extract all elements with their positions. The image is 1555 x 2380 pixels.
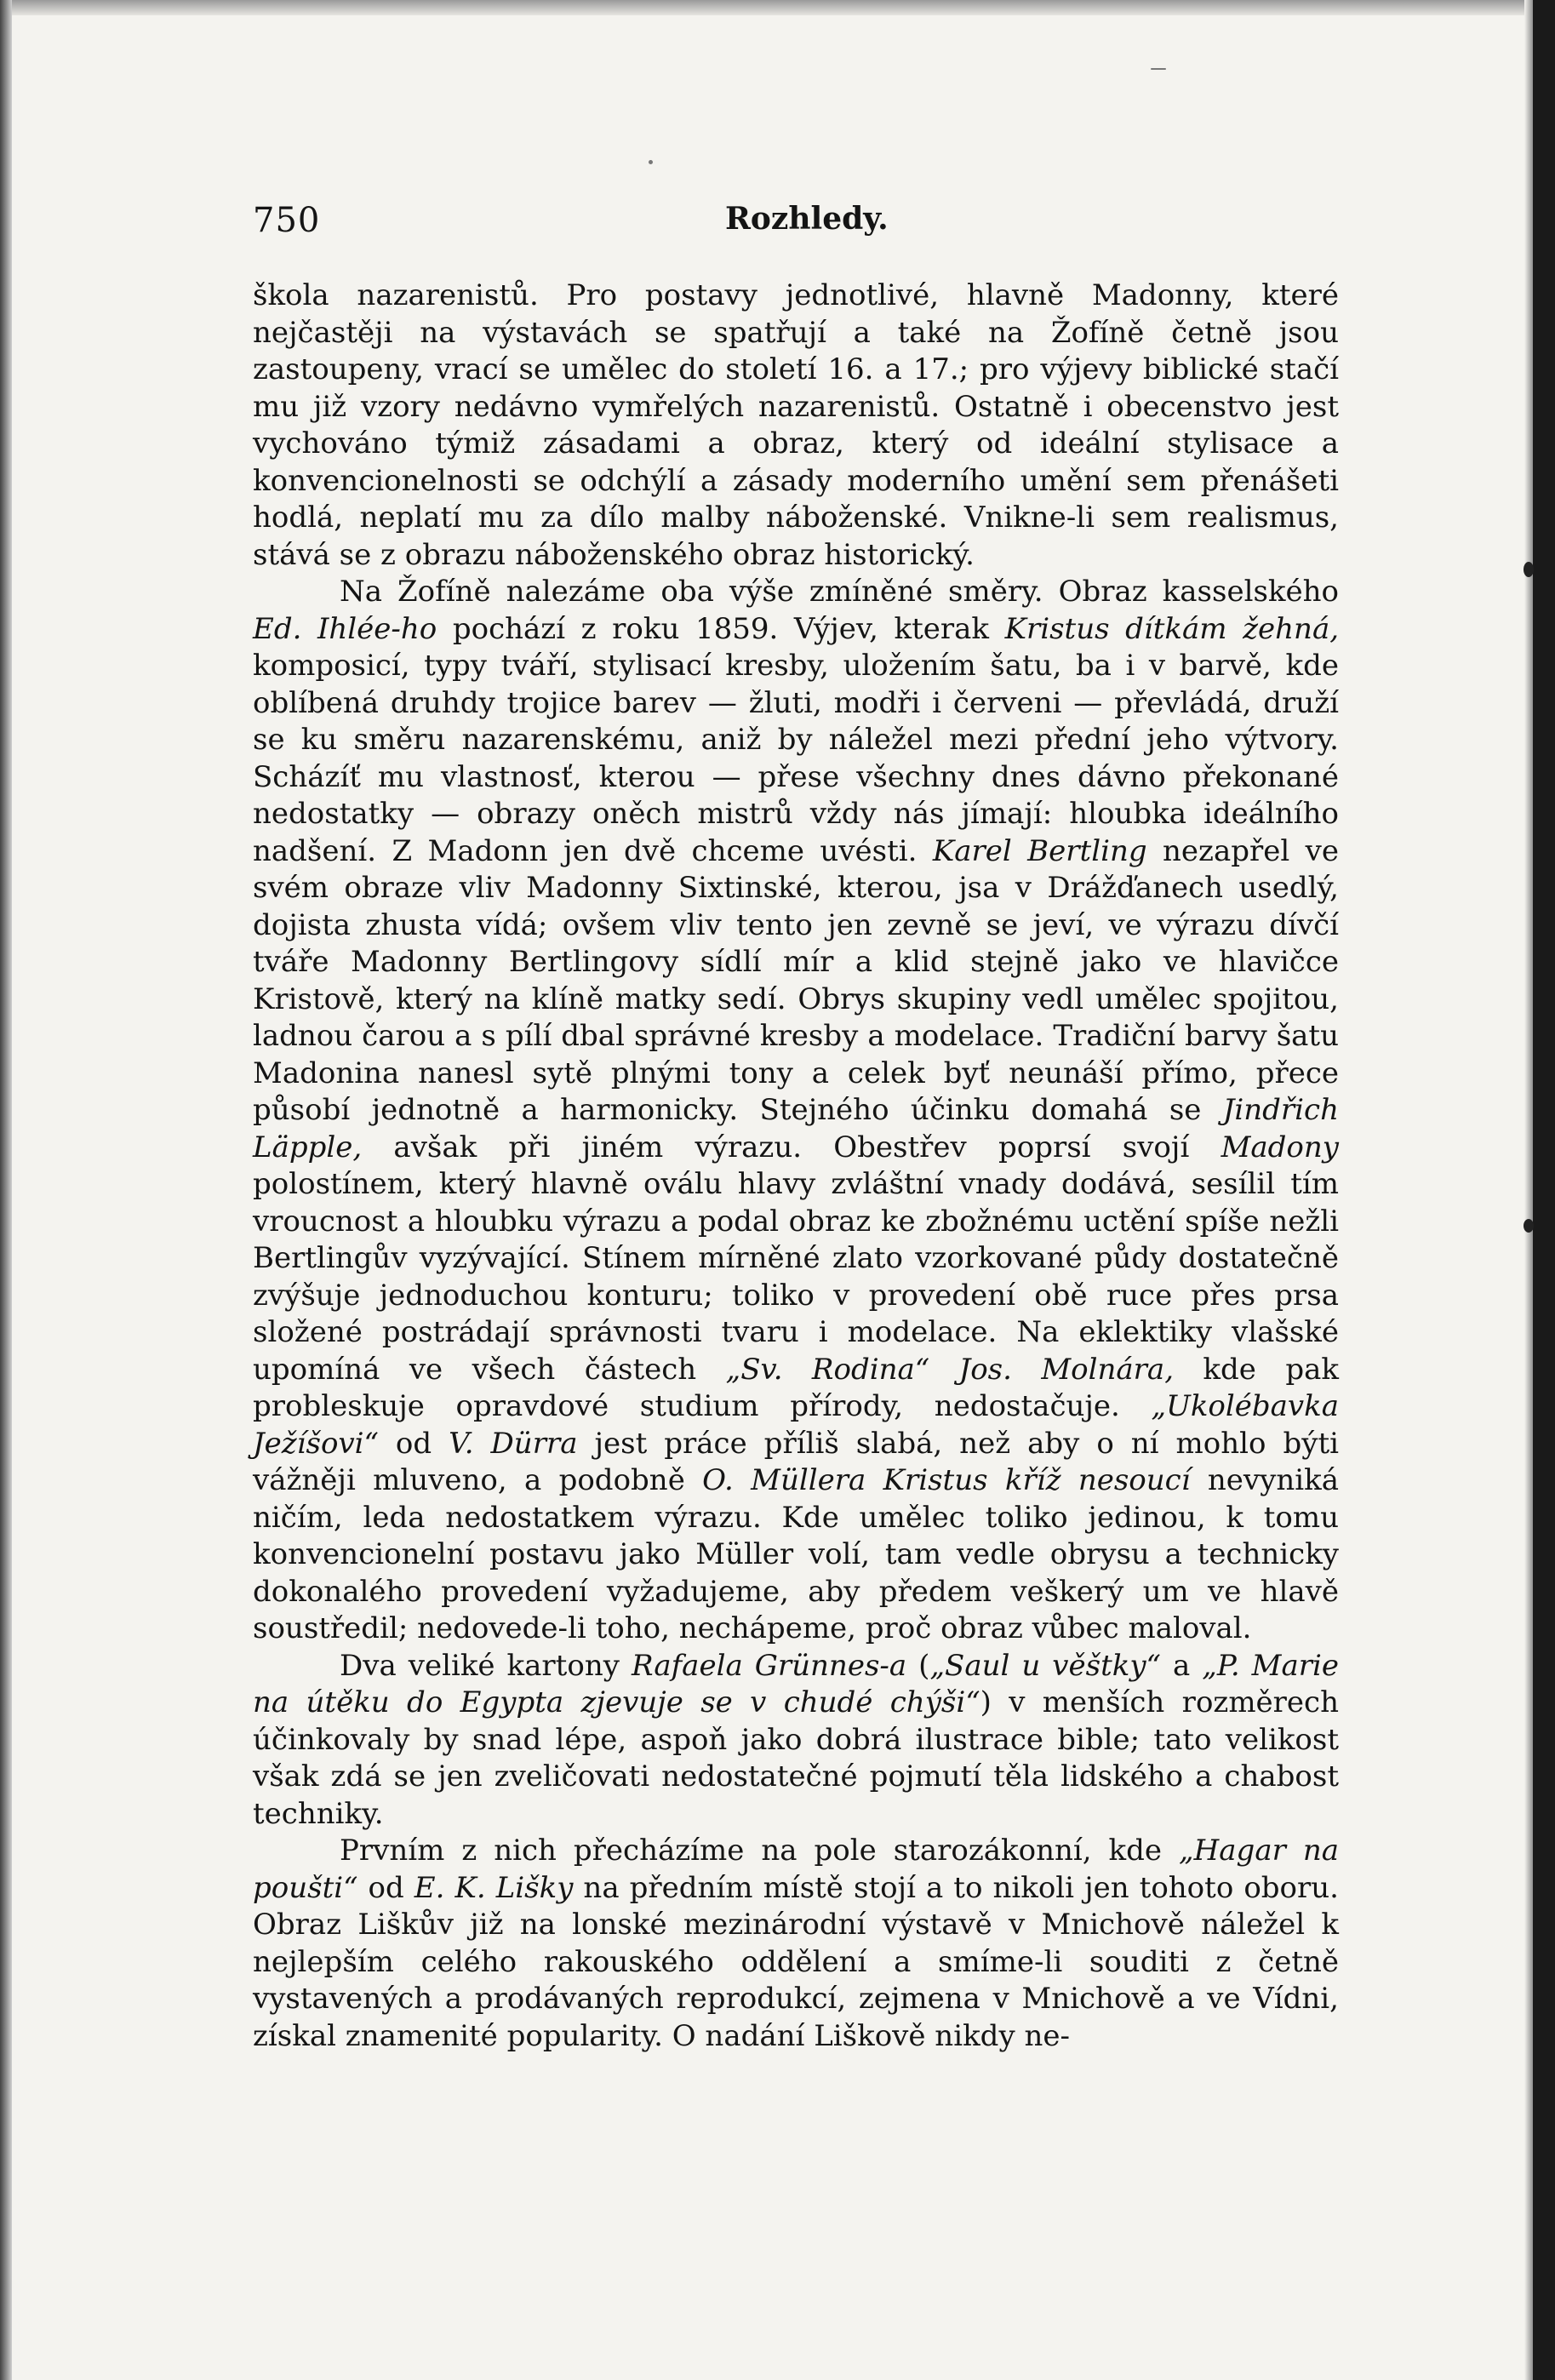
- text-run: (: [906, 1648, 930, 1683]
- text-run: jest práce příliš slabá, než aby o ní mohlo býti vážněji mluveno, a podobně: [253, 1426, 1339, 1497]
- paragraph: [253, 574, 1339, 1648]
- italic-phrase: „Sv. Rodina“ Jos. Molnára,: [725, 1352, 1175, 1387]
- italic-phrase: V. Dürra: [449, 1426, 578, 1461]
- dust-speck: [1524, 1219, 1534, 1233]
- italic-phrase: „P. Marie na útěku do Egypta zjevuje se v chudé chýši“: [253, 1648, 1339, 1719]
- text-run: avšak při jiném výrazu. Obestřev poprsí svojí: [362, 1130, 1221, 1164]
- text-run: nevyniká ničím, leda nedostatkem výrazu. Kde umělec toliko jedinou, k tomu konvencionelní postavu jako Müller volí, tam vedle obrysu a technicky dokonalého provedení vyžadujeme, aby předem veškerý um ve hlavě soustředil; nedovede-li toho, nechápeme, proč obraz vůbec maloval.: [253, 1463, 1339, 1645]
- scan-edge-right: [1533, 0, 1555, 2380]
- text-run: komposicí, typy tváří, stylisací kresby, uložením šatu, ba i v barvě, kde oblíbená druhdy trojice barev — žluti, modři i červeni — převládá, druží se ku směru nazarenskému, aniž by náležel mezi přední jeho výtvory. Scházíť mu vlastnosť, kterou — přese všechny dnes dávno překonané nedostatky — obrazy oněch mistrů vždy nás jímají: hloubka ideálního nadšení. Z Madonn jen dvě chceme uvésti.: [253, 649, 1339, 868]
- paragraph: [253, 277, 1339, 574]
- text-run: Dva veliké kartony: [340, 1648, 632, 1683]
- paragraph: [253, 1833, 1339, 2055]
- dust-speck: [1151, 68, 1166, 70]
- italic-phrase: Ed. Ihlée-ho: [253, 611, 437, 646]
- italic-phrase: Karel Bertling: [932, 833, 1147, 868]
- scan-edge-left: [0, 0, 12, 2380]
- italic-phrase: „Hagar na poušti“: [253, 1834, 1339, 1905]
- dust-speck: [649, 160, 653, 164]
- scan-edge-top: [0, 0, 1555, 15]
- italic-phrase: Madony: [1221, 1130, 1339, 1164]
- italic-phrase: „Ukolébavka Ježíšovi“: [253, 1389, 1339, 1461]
- italic-phrase: Jindřich Läpple,: [253, 1093, 1339, 1164]
- text-run: na předním místě stojí a to nikoli jen tohoto oboru. Obraz Liškův již na lonské mezinárodní výstavě v Mnichově náležel k nejlepším celého rakouského oddělení a smíme-li souditi z četně vystavených a prodávaných reprodukcí, zejmena v Mnichově a ve Vídni, získal znamenité popularity. O nadání Liškově nikdy ne-: [253, 1870, 1339, 2053]
- text-run: Prvním z nich přecházíme na pole starozákonní, kde: [340, 1834, 1180, 1868]
- running-title: Rozhledy.: [725, 201, 889, 237]
- italic-phrase: E. K. Lišky: [414, 1870, 574, 1905]
- text-run: Na Žofíně nalezáme oba výše zmíněné směry. Obraz kasselského: [340, 575, 1339, 609]
- scan-edge-right-shadow: [1524, 0, 1533, 2380]
- paragraph: [253, 1648, 1339, 1834]
- text-run: pochází z roku 1859. Výjev, kterak: [437, 611, 1005, 646]
- text-run: nezapřel ve svém obraze vliv Madonny Sixtinské, kterou, jsa v Drážďanech usedlý, dojista zhusta vídá; ovšem vliv tento jen zevně se jeví, ve výrazu dívčí tváře Madonny Bertlingovy sídlí mír a klid stejně jako ve hlavičce Kristově, který na klíně matky sedí. Obrys skupiny vedl umělec spojitou, ladnou čarou a s pílí dbal správné kresby a modelace. Tradiční barvy šatu Madonina nanesl sytě plnými tony a celek byť neunáší přímo, přece působí jednotně a harmonicky. Stejného účinku domahá se: [253, 833, 1339, 1127]
- page-header: [253, 194, 1339, 245]
- text-run: od: [378, 1426, 449, 1461]
- text-run: a: [1160, 1648, 1203, 1683]
- text-run: škola nazarenistů. Pro postavy jednotlivé, hlavně Madonny, které nejčastěji na výstavách se spatřují a také na Žofíně četně jsou zastoupeny, vrací se umělec do století 16. a 17.; pro výjevy biblické stačí mu již vzory nedávno vymřelých nazarenistů. Ostatně i obecenstvo jest vychováno týmiž zásadami a obraz, který od ideální stylisace a konvencionelnosti se odchýlí a zásady moderního umění sem přenášeti hodlá, neplatí mu za dílo malby náboženské. Vnikne-li sem realismus, stává se z obrazu náboženského obraz historický.: [253, 278, 1339, 572]
- text-run: polostínem, který hlavně oválu hlavy zvláštní vnady dodává, sesílil tím vroucnost a hloubku výrazu a podal obraz ke zbožnému uctění spíše nežli Bertlingův vyzývající. Stínem mírněné zlato vzorkované půdy dostatečně zvýšuje jednoduchou konturu; toliko v provedení obě ruce přes prsa složené postrádají správnosti tvaru i modelace. Na eklektiky vlašské upomíná ve všech částech: [253, 1167, 1339, 1387]
- text-run: kde pak probleskuje opravdové studium přírody, nedostačuje.: [253, 1352, 1339, 1423]
- text-run: ) v menších rozměrech účinkovaly by snad lépe, aspoň jako dobrá ilustrace bible; tato velikost však zdá se jen zveličovati nedostatečné pojmutí těla lidského a chabost techniky.: [253, 1685, 1339, 1831]
- dust-speck: [1524, 562, 1534, 577]
- text-run: od: [357, 1870, 414, 1905]
- italic-phrase: „Saul u věštky“: [929, 1648, 1161, 1683]
- article-body: [253, 277, 1339, 2055]
- italic-phrase: Kristus dítkám žehná,: [1004, 611, 1340, 646]
- italic-phrase: O. Müllera Kristus kříž nesoucí: [702, 1463, 1191, 1497]
- page-number: 750: [253, 201, 321, 240]
- italic-phrase: Rafaela Grünnes-a: [631, 1648, 907, 1683]
